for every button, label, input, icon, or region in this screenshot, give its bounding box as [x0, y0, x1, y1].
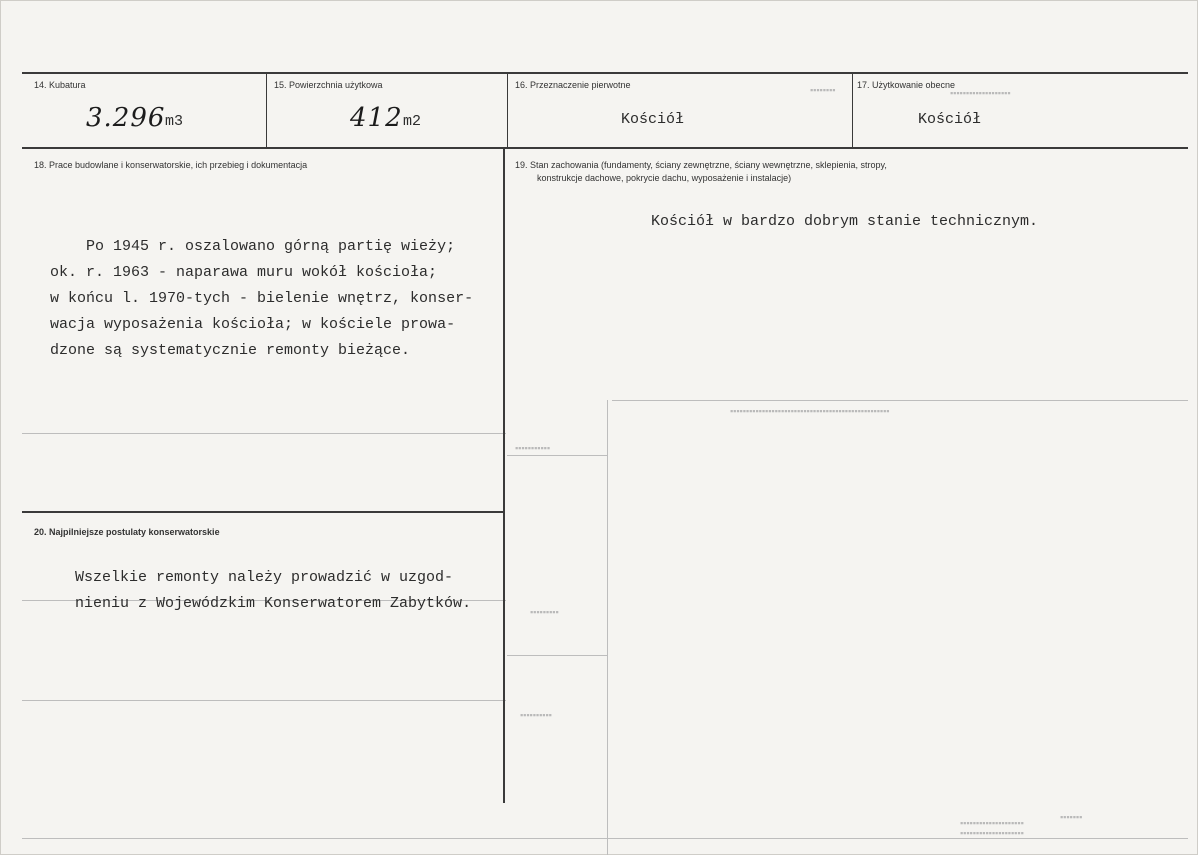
- divider-15-16: [507, 72, 508, 148]
- stan-value: Kościół w bardzo dobrym stanie technicznym.: [651, 213, 1039, 230]
- divider-16-17: [852, 72, 853, 148]
- faint-rule: [507, 455, 607, 456]
- prace-line: Po 1945 r. oszalowano górną partię wieży;: [50, 238, 456, 255]
- vertical-main-divider: [503, 148, 505, 803]
- bleedthrough-mark: ▪▪▪▪▪▪▪▪: [810, 85, 836, 95]
- kubatura-unit: m3: [165, 113, 184, 130]
- bleedthrough-mark: ▪▪▪▪▪▪▪▪▪: [530, 607, 559, 617]
- postulaty-line: nieniu z Wojewódzkim Konserwatorem Zabytków.: [75, 595, 472, 612]
- przeznaczenie-value: Kościół: [621, 111, 685, 128]
- powierzchnia-value: 412: [350, 103, 403, 133]
- uzytkowanie-value: Kościół: [918, 111, 982, 128]
- prace-line: ok. r. 1963 - naparawa muru wokół kościoła;: [50, 264, 438, 281]
- faint-rule: [22, 700, 506, 701]
- prace-line: wacja wyposażenia kościoła; w kościele prowa-: [50, 316, 456, 333]
- prace-label: 18. Prace budowlane i konserwatorskie, ich przebieg i dokumentacja: [34, 160, 308, 170]
- postulaty-line: Wszelkie remonty należy prowadzić w uzgod-: [75, 569, 454, 586]
- powierzchnia-unit: m2: [403, 113, 422, 130]
- kubatura-label: 14. Kubatura: [34, 80, 86, 90]
- bleedthrough-mark: ▪▪▪▪▪▪▪▪▪▪▪▪▪▪▪▪▪▪▪▪: [960, 818, 1024, 828]
- faint-rule: [612, 400, 1188, 401]
- bleedthrough-mark: ▪▪▪▪▪▪▪▪▪▪▪: [515, 443, 551, 453]
- prace-line: dzone są systematycznie remonty bieżące.: [50, 342, 411, 359]
- divider-14-15: [266, 72, 267, 148]
- kubatura-value: 3.296: [86, 103, 166, 133]
- top-row-bottom-border: [22, 147, 1188, 149]
- uzytkowanie-label: 17. Użytkowanie obecne: [857, 80, 956, 90]
- bleedthrough-mark: ▪▪▪▪▪▪▪: [1060, 812, 1083, 822]
- faint-rule: [22, 838, 1188, 839]
- postulaty-label: 20. Najpilniejsze postulaty konserwatorskie: [34, 527, 220, 537]
- faint-rule: [607, 400, 608, 855]
- przeznaczenie-label: 16. Przeznaczenie pierwotne: [515, 80, 631, 90]
- faint-rule: [507, 655, 607, 656]
- bleedthrough-mark: ▪▪▪▪▪▪▪▪▪▪: [520, 710, 552, 720]
- prace-line: w końcu l. 1970-tych - bielenie wnętrz, konser-: [50, 290, 474, 307]
- bleedthrough-mark: ▪▪▪▪▪▪▪▪▪▪▪▪▪▪▪▪▪▪▪▪▪▪▪▪▪▪▪▪▪▪▪▪▪▪▪▪▪▪▪▪▪▪▪▪▪▪▪▪▪▪: [730, 406, 890, 416]
- powierzchnia-label: 15. Powierzchnia użytkowa: [274, 80, 383, 90]
- section-18-20-divider: [22, 511, 504, 513]
- stan-label-line2: konstrukcje dachowe, pokrycie dachu, wyposażenie i instalacje): [537, 173, 792, 183]
- faint-rule: [22, 433, 506, 434]
- top-row-top-border: [22, 72, 1188, 74]
- bleedthrough-mark: ▪▪▪▪▪▪▪▪▪▪▪▪▪▪▪▪▪▪▪▪: [960, 828, 1024, 838]
- bleedthrough-mark: ▪▪▪▪▪▪▪▪▪▪▪▪▪▪▪▪▪▪▪: [950, 88, 1011, 98]
- stan-label-line1: 19. Stan zachowania (fundamenty, ściany zewnętrzne, ściany wewnętrzne, sklepienia, stropy,: [515, 160, 887, 170]
